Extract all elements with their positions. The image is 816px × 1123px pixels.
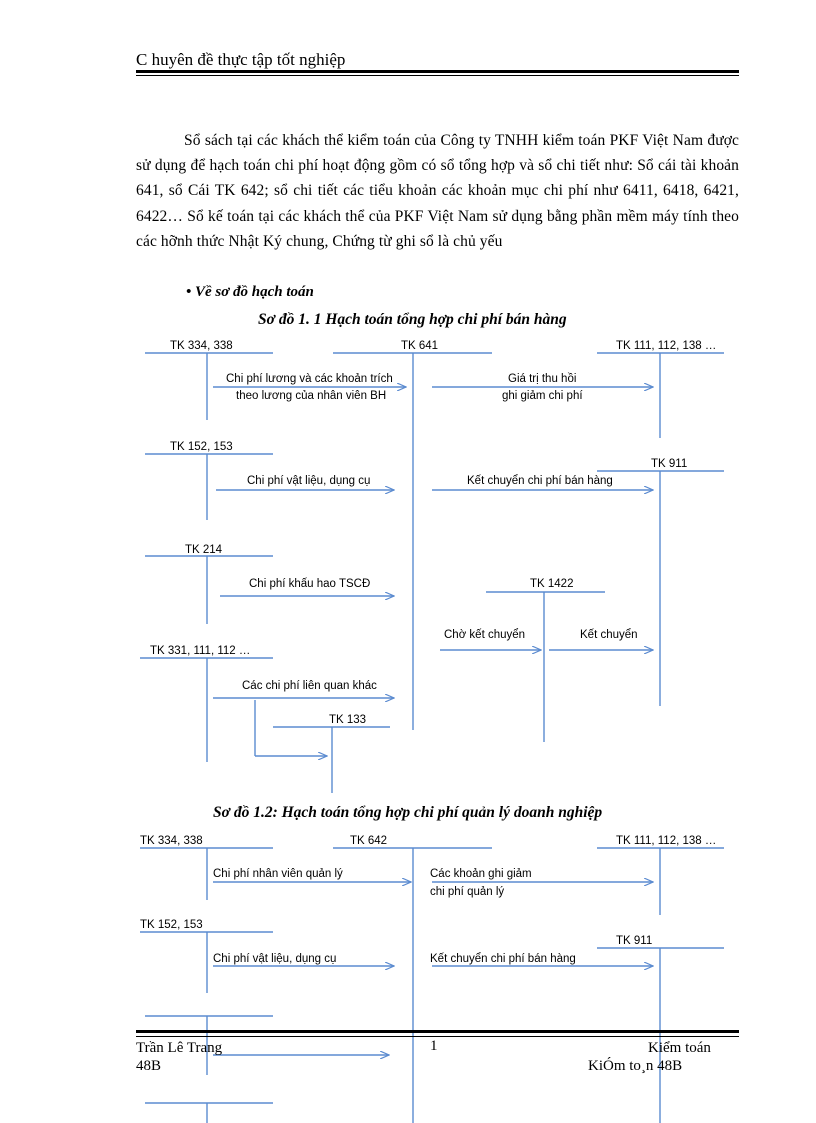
label-tk214: TK 214 bbox=[185, 544, 223, 556]
page-number: 1 bbox=[430, 1038, 438, 1054]
label2-ketchuyen: Kết chuyển chi phí bán hàng bbox=[430, 953, 576, 965]
label-kc: Kết chuyển bbox=[580, 629, 638, 641]
label-thuhoi-2: ghi giảm chi phí bbox=[502, 390, 583, 402]
label-khauhao: Chi phí khấu hao TSCĐ bbox=[249, 578, 371, 590]
label2-ghigiam-2: chi phí quản lý bbox=[430, 886, 505, 898]
label2-nhanvien: Chi phí nhân viên quản lý bbox=[213, 868, 343, 880]
footer-class-left: 48B bbox=[136, 1058, 162, 1074]
label-tk1422: TK 1422 bbox=[530, 578, 574, 590]
footer-dept: Kiểm toán bbox=[648, 1040, 711, 1056]
diagram2-caption: Sơ đồ 1.2: Hạch toán tổng hợp chi phí quản lý doanh nghiệp bbox=[213, 804, 603, 821]
label2-tk152: TK 152, 153 bbox=[140, 919, 203, 931]
diagram1-caption: Sơ đồ 1. 1 Hạch toán tổng hợp chi phí bán hàng bbox=[258, 311, 567, 328]
label-tk334: TK 334, 338 bbox=[170, 340, 233, 352]
label-vatlieu: Chi phí vật liệu, dụng cụ bbox=[247, 475, 371, 487]
label2-vatlieu: Chi phí vật liệu, dụng cụ bbox=[213, 953, 337, 965]
label-tk152: TK 152, 153 bbox=[170, 441, 233, 453]
label-tk133: TK 133 bbox=[329, 714, 367, 726]
label2-tk111: TK 111, 112, 138 … bbox=[616, 835, 717, 847]
label-luong-2: theo lương của nhân viên BH bbox=[236, 390, 387, 402]
label2-ghigiam-1: Các khoản ghi giảm bbox=[430, 868, 532, 880]
label-chokc: Chờ kết chuyển bbox=[444, 629, 526, 641]
label-thuhoi-1: Giá trị thu hồi bbox=[508, 373, 577, 385]
body-paragraph: Sổ sách tại các khách thể kiểm toán của Công ty TNHH kiểm toán PKF Việt Nam được sử dụng để hạch toán chi phí hoạt động gồm có sổ tổng hợp và sổ chi tiết như: Sổ cái tài khoản 641, sổ Cái TK 642; sổ chi tiết các tiểu khoản các khoản mục chi phí như 6411, 6418, 6421, 6422… Sổ kế toán tại các khách thể của PKF Việt Nam sử dụng bằng phần mềm máy tính theo các hỡnh thức Nhật Ký chung, Chứng từ ghi sổ là chủ yếu bbox=[136, 132, 739, 250]
label2-tk911: TK 911 bbox=[616, 935, 653, 947]
label-tk331: TK 331, 111, 112 … bbox=[150, 645, 251, 657]
label-khac: Các chi phí liên quan khác bbox=[242, 680, 377, 692]
label-tk641: TK 641 bbox=[401, 340, 439, 352]
label-ketchuyen: Kết chuyển chi phí bán hàng bbox=[467, 475, 613, 487]
label2-tk334: TK 334, 338 bbox=[140, 835, 203, 847]
label-tk911: TK 911 bbox=[651, 458, 688, 470]
label2-tk642: TK 642 bbox=[350, 835, 388, 847]
page-header-title: C huyên đề thực tập tốt nghiệp bbox=[136, 50, 346, 69]
footer-author: Trần Lê Trang bbox=[136, 1040, 223, 1056]
footer-class-right: KiÓm to¸n 48B bbox=[588, 1058, 683, 1074]
label-tk111: TK 111, 112, 138 … bbox=[616, 340, 717, 352]
footer-rule-thin bbox=[136, 1036, 739, 1037]
footer-rule bbox=[136, 1030, 739, 1033]
label-luong-1: Chi phí lương và các khoản trích bbox=[226, 373, 393, 385]
section-bullet-heading: • Về sơ đồ hạch toán bbox=[186, 284, 314, 300]
